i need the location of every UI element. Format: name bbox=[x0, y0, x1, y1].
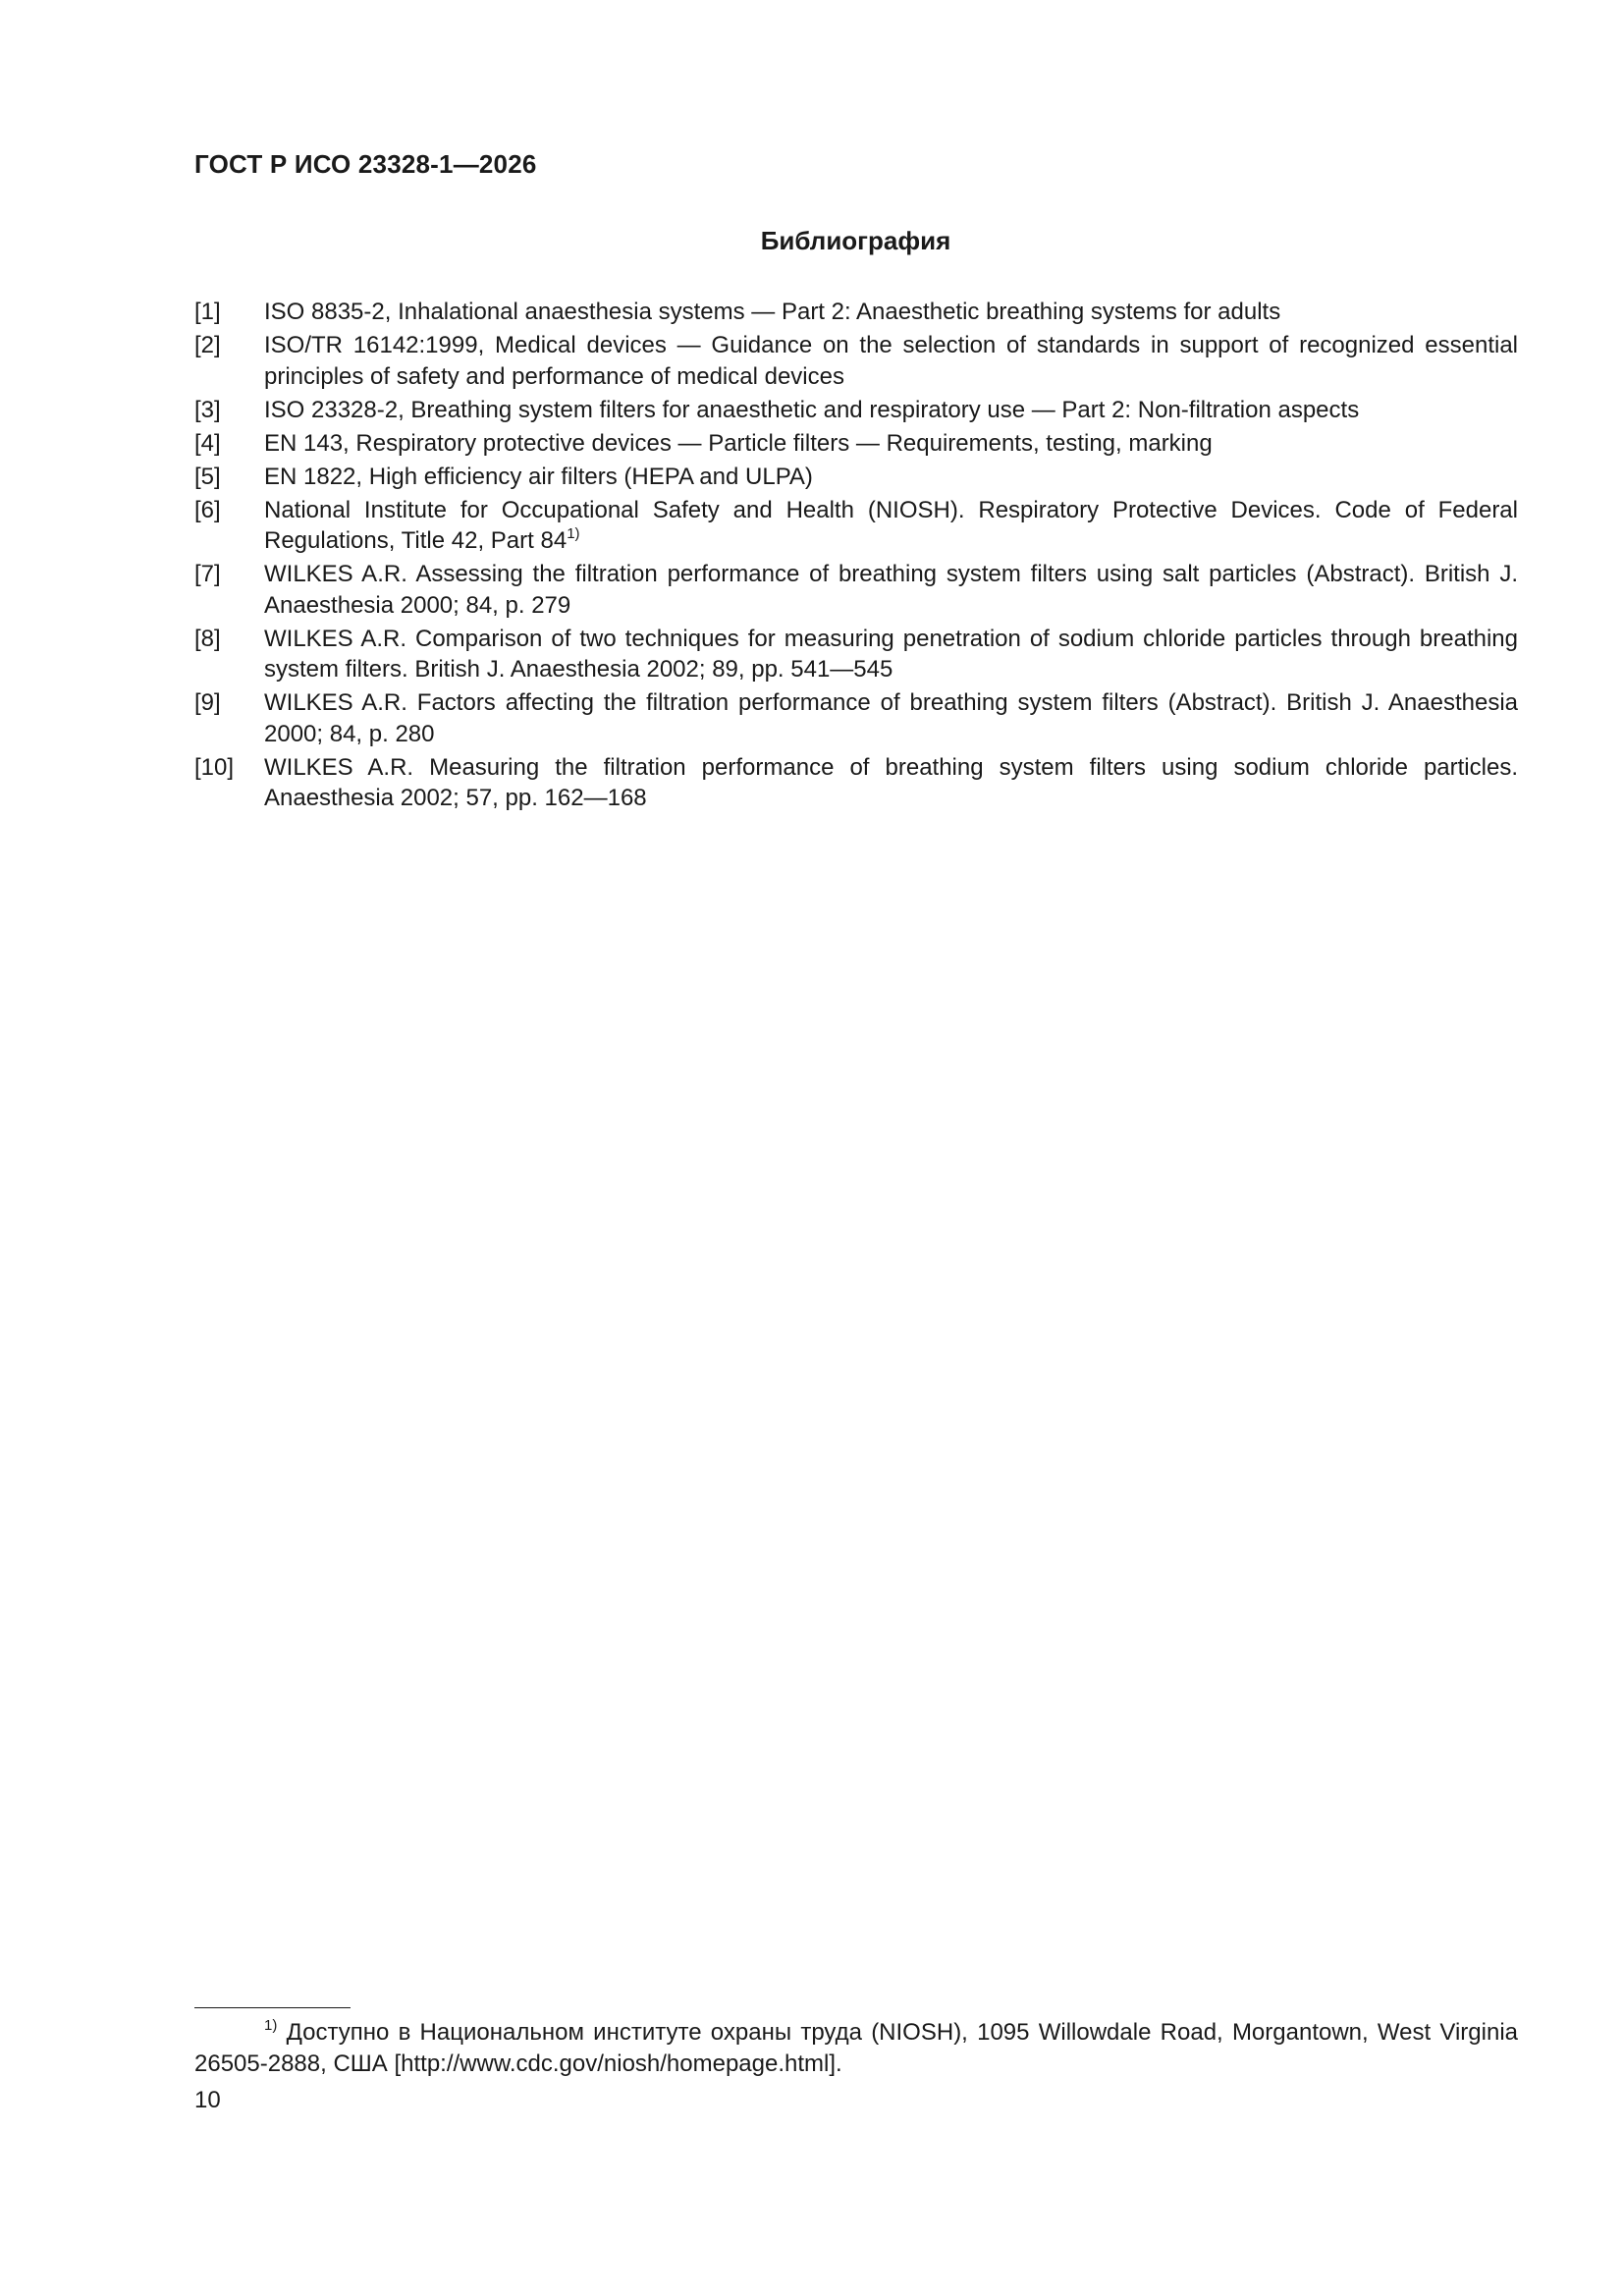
document-code: ГОСТ Р ИСО 23328-1—2026 bbox=[194, 149, 537, 179]
bibliography-item-text: ISO/TR 16142:1999, Medical devices — Guidance on the selection of standards in support of recognized essential principles of safety and performance of medical devices bbox=[264, 332, 1518, 390]
bibliography-item-number: [2] bbox=[194, 332, 221, 358]
bibliography-item-number: [6] bbox=[194, 496, 221, 523]
bibliography-item-text: WILKES A.R. Comparison of two techniques for measuring penetration of sodium chloride particles through breathing system filters. British J. Anaesthesia 2002; 89, pp. 541—545 bbox=[264, 625, 1518, 683]
bibliography-item-number: [5] bbox=[194, 463, 221, 490]
bibliography-item-text: National Institute for Occupational Safety and Health (NIOSH). Respiratory Protective Devices. Code of Federal Regulations, Title 42, Part 84$^{1)}$ bbox=[264, 496, 1518, 554]
bibliography-item bbox=[194, 752, 1518, 814]
page-number: 10 bbox=[194, 2087, 221, 2113]
bibliography-item bbox=[194, 428, 1518, 460]
bibliography-item bbox=[194, 687, 1518, 749]
footnote-marker: 1) bbox=[264, 2017, 278, 2034]
bibliography-item bbox=[194, 395, 1518, 426]
section-title: Библиография bbox=[760, 226, 951, 255]
bibliography-item-number: [7] bbox=[194, 561, 221, 587]
bibliography-item-text: ISO 8835-2, Inhalational anaesthesia systems — Part 2: Anaesthetic breathing systems for adults bbox=[264, 299, 1281, 325]
bibliography-item-text: EN 1822, High efficiency air filters (HEPA and ULPA) bbox=[264, 463, 813, 490]
bibliography-item-number: [1] bbox=[194, 299, 221, 325]
bibliography-item-text: WILKES A.R. Factors affecting the filtration performance of breathing system filters (Abstract). British J. Anaesthesia 2000; 84, p. 280 bbox=[264, 689, 1518, 747]
bibliography-item bbox=[194, 495, 1518, 557]
bibliography-item-number: [4] bbox=[194, 429, 221, 457]
footnote bbox=[194, 2017, 1518, 2079]
bibliography-item bbox=[194, 624, 1518, 685]
bibliography-item-text: WILKES A.R. Assessing the filtration performance of breathing system filters using salt particles (Abstract). British J. Anaesthesia 2000; 84, p. 279 bbox=[264, 561, 1518, 619]
bibliography-item bbox=[194, 297, 1518, 328]
footnote-divider bbox=[194, 2007, 351, 2008]
footnote-text: Доступно в Национальном институте охраны труда (NIOSH), 1095 Willowdale Road, Morgantown, West Virginia 26505-2888, США [http://www.cdc.gov/niosh/homepage.html]. bbox=[194, 2019, 1518, 2077]
bibliography-item-number: [3] bbox=[194, 396, 221, 423]
bibliography-item-text: ISO 23328-2, Breathing system filters for anaesthetic and respiratory use — Part 2: Non-filtration aspects bbox=[264, 396, 1360, 423]
footnote-reference: 1) bbox=[567, 525, 580, 542]
bibliography-item-number: [8] bbox=[194, 625, 221, 652]
bibliography-item bbox=[194, 462, 1518, 493]
bibliography-list bbox=[194, 297, 1518, 816]
bibliography-item-text: EN 143, Respiratory protective devices — Particle filters — Requirements, testing, marking bbox=[264, 429, 1213, 457]
bibliography-item-number: [9] bbox=[194, 689, 221, 716]
bibliography-item bbox=[194, 330, 1518, 392]
bibliography-item bbox=[194, 559, 1518, 621]
bibliography-item-number: [10] bbox=[194, 753, 235, 781]
bibliography-item-text: WILKES A.R. Measuring the filtration performance of breathing system filters using sodium chloride particles. Anaesthesia 2002; 57, pp. 162—168 bbox=[264, 753, 1518, 811]
